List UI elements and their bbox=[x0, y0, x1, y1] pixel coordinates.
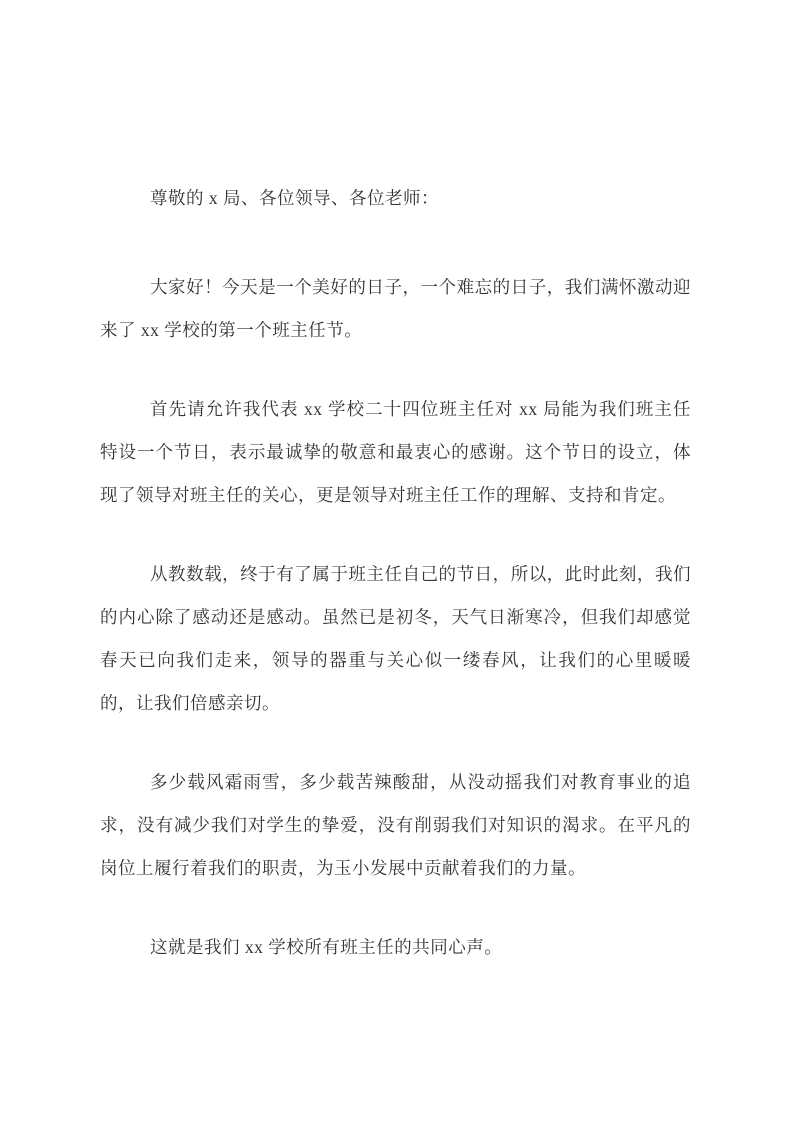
paragraph-feelings: 从教数载，终于有了属于班主任自己的节日，所以，此时此刻，我们的内心除了感动还是感动。虽然已是初冬，天气日渐寒冷，但我们却感觉春天已向我们走来，领导的器重与关心似一缕春风，让我们的心里暖暖的，让我们倍感亲切。 bbox=[100, 564, 691, 713]
paragraph-thanks: 首先请允许我代表 xx 学校二十四位班主任对 xx 局能为我们班主任特设一个节日，表示最诚挚的敬意和最衷心的感谢。这个节日的设立，体现了领导对班主任的关心，更是领导对班主任工作的理解、支持和肯定。 bbox=[100, 399, 691, 505]
paragraph-greeting: 大家好！今天是一个美好的日子，一个难忘的日子，我们满怀激动迎来了 xx 学校的第一个班主任节。 bbox=[100, 277, 691, 340]
paragraph-closing: 这就是我们 xx 学校所有班主任的共同心声。 bbox=[150, 937, 503, 957]
document-body bbox=[100, 177, 691, 969]
paragraph-salutation: 尊敬的 x 局、各位领导、各位老师： bbox=[150, 188, 439, 208]
paragraph-dedication: 多少载风霜雨雪，多少载苦辣酸甜，从没动摇我们对教育事业的追求，没有减少我们对学生的挚爱，没有削弱我们对知识的渴求。在平凡的岗位上履行着我们的职责，为玉小发展中贡献着我们的力量。 bbox=[100, 772, 691, 878]
